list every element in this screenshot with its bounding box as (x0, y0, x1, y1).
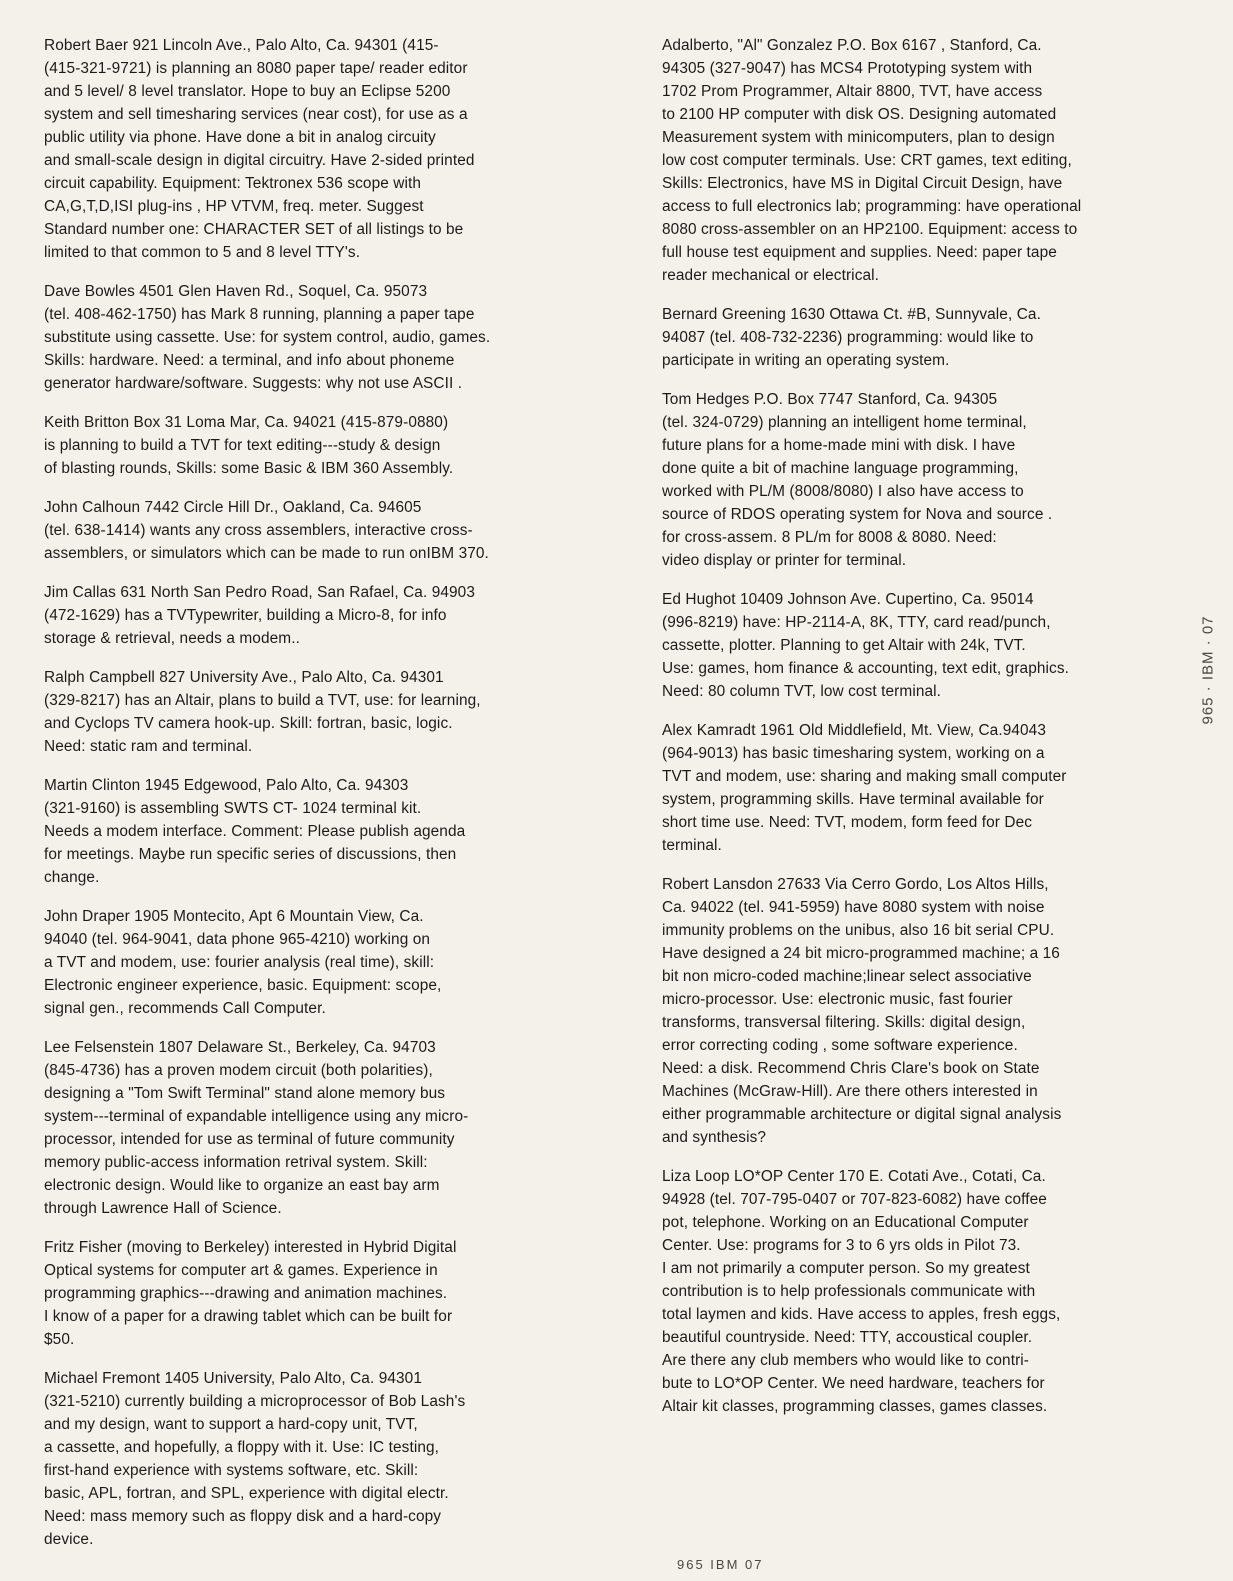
text-line: low cost computer terminals. Use: CRT games, text editing, (662, 152, 1072, 169)
text-line: Dave Bowles 4501 Glen Haven Rd., Soquel, Ca. 95073 (44, 283, 428, 300)
member-entry (44, 280, 614, 395)
text-line: either programmable architecture or digital signal analysis (662, 1106, 1062, 1123)
member-entry-text (662, 1165, 1202, 1418)
side-page-code (1178, 600, 1233, 740)
member-entry-text (44, 905, 614, 1020)
text-line: Ralph Campbell 827 University Ave., Palo Alto, Ca. 94301 (44, 669, 444, 686)
text-line: Need: a disk. Recommend Chris Clare's book on State (662, 1060, 1040, 1077)
text-line: Have designed a 24 bit micro-programmed machine; a 16 (662, 945, 1060, 962)
text-line: device. (44, 1531, 94, 1548)
text-line: Tom Hedges P.O. Box 7747 Stanford, Ca. 94305 (662, 391, 998, 408)
text-line: of blasting rounds, Skills: some Basic & IBM 360 Assembly. (44, 460, 454, 477)
member-entry-text (44, 496, 614, 565)
text-line: Skills: hardware. Need: a terminal, and info about phoneme (44, 352, 455, 369)
member-entry-text (44, 1036, 614, 1220)
member-entry (662, 873, 1202, 1149)
text-line: Measurement system with minicomputers, plan to design (662, 129, 1055, 146)
member-entry (662, 588, 1202, 703)
text-line: Ca. 94022 (tel. 941-5959) have 8080 system with noise (662, 899, 1045, 916)
text-line: a TVT and modem, use: fourier analysis (real time), skill: (44, 954, 435, 971)
text-line: Needs a modem interface. Comment: Please publish agenda (44, 823, 466, 840)
text-line: substitute using cassette. Use: for system control, audio, games. (44, 329, 491, 346)
text-line: (472-1629) has a TVTypewriter, building a Micro-8, for info (44, 607, 447, 624)
text-line: I am not primarily a computer person. So my greatest (662, 1260, 1030, 1277)
text-line: Martin Clinton 1945 Edgewood, Palo Alto, Ca. 94303 (44, 777, 409, 794)
text-line: Adalberto, "Al" Gonzalez P.O. Box 6167 , Stanford, Ca. (662, 37, 1042, 54)
text-line: circuit capability. Equipment: Tektronex 536 scope with (44, 175, 422, 192)
text-line: Skills: Electronics, have MS in Digital Circuit Design, have (662, 175, 1063, 192)
text-line: bute to LO*OP Center. We need hardware, teachers for (662, 1375, 1045, 1392)
text-line: Altair kit classes, programming classes, games classes. (662, 1398, 1048, 1415)
member-entry-text (44, 411, 614, 480)
text-line: and small-scale design in digital circuitry. Have 2-sided printed (44, 152, 475, 169)
text-line: cassette, plotter. Planning to get Altair with 24k, TVT. (662, 637, 1026, 654)
text-line: electronic design. Would like to organize an east bay arm (44, 1177, 440, 1194)
member-entry (44, 581, 614, 650)
member-entry (44, 774, 614, 889)
text-line: Bernard Greening 1630 Ottawa Ct. #B, Sunnyvale, Ca. (662, 306, 1041, 323)
text-line: access to full electronics lab; programming: have operational (662, 198, 1082, 215)
text-line: transforms, transversal filtering. Skills: digital design, (662, 1014, 1026, 1031)
text-line: beautiful countryside. Need: TTY, accoustical coupler. (662, 1329, 1033, 1346)
text-line: bit non micro-coded machine;linear select associative (662, 968, 1032, 985)
side-page-code-text: 965 · IBM · 07 (1199, 615, 1217, 725)
member-entry (662, 34, 1202, 287)
text-line: designing a "Tom Swift Terminal" stand alone memory bus (44, 1085, 446, 1102)
text-line: TVT and modem, use: sharing and making small computer (662, 768, 1067, 785)
text-line: Keith Britton Box 31 Loma Mar, Ca. 94021 (415-879-0880) (44, 414, 449, 431)
text-line: $50. (44, 1331, 75, 1348)
text-line: (tel. 324-0729) planning an intelligent home terminal, (662, 414, 1027, 431)
text-line: (321-5210) currently building a microprocessor of Bob Lash's (44, 1393, 466, 1410)
text-line: for meetings. Maybe run specific series of discussions, then (44, 846, 457, 863)
left-column (44, 34, 614, 1567)
text-line: basic, APL, fortran, and SPL, experience with digital electr. (44, 1485, 449, 1502)
text-line: worked with PL/M (8008/8080) I also have access to (662, 483, 1024, 500)
member-entry (662, 388, 1202, 572)
text-line: I know of a paper for a drawing tablet which can be built for (44, 1308, 453, 1325)
text-line: signal gen., recommends Call Computer. (44, 1000, 326, 1017)
text-line: John Calhoun 7442 Circle Hill Dr., Oakland, Ca. 94605 (44, 499, 422, 516)
text-line: Alex Kamradt 1961 Old Middlefield, Mt. View, Ca.94043 (662, 722, 1047, 739)
text-line: is planning to build a TVT for text editing---study & design (44, 437, 441, 454)
text-line: (845-4736) has a proven modem circuit (both polarities), (44, 1062, 433, 1079)
text-line: done quite a bit of machine language programming, (662, 460, 1019, 477)
text-line: Need: mass memory such as floppy disk and a hard-copy (44, 1508, 442, 1525)
text-line: 94087 (tel. 408-732-2236) programming: would like to (662, 329, 1034, 346)
text-line: John Draper 1905 Montecito, Apt 6 Mountain View, Ca. (44, 908, 424, 925)
text-line: storage & retrieval, needs a modem.. (44, 630, 300, 647)
text-line: memory public-access information retrival system. Skill: (44, 1154, 428, 1171)
text-line: source of RDOS operating system for Nova and source . (662, 506, 1053, 523)
member-entry (662, 1165, 1202, 1418)
member-entry-text (662, 588, 1202, 703)
text-line: Ed Hughot 10409 Johnson Ave. Cupertino, Ca. 95014 (662, 591, 1034, 608)
member-entry-text (44, 280, 614, 395)
text-line: system, programming skills. Have terminal available for (662, 791, 1044, 808)
text-line: reader mechanical or electrical. (662, 267, 880, 284)
text-line: Electronic engineer experience, basic. Equipment: scope, (44, 977, 442, 994)
member-entry-text (44, 34, 614, 264)
text-line: (tel. 408-462-1750) has Mark 8 running, planning a paper tape (44, 306, 475, 323)
member-entry (44, 1236, 614, 1351)
text-line: Need: static ram and terminal. (44, 738, 253, 755)
member-entry (44, 496, 614, 565)
text-line: limited to that common to 5 and 8 level TTY's. (44, 244, 361, 261)
text-line: generator hardware/software. Suggests: why not use ASCII . (44, 375, 463, 392)
text-line: and synthesis? (662, 1129, 767, 1146)
member-entry-text (662, 388, 1202, 572)
member-entry (44, 666, 614, 758)
member-entry-text (44, 581, 614, 650)
text-line: (996-8219) have: HP-2114-A, 8K, TTY, card read/punch, (662, 614, 1051, 631)
text-line: and 5 level/ 8 level translator. Hope to buy an Eclipse 5200 (44, 83, 451, 100)
member-entry (44, 411, 614, 480)
text-line: programming graphics---drawing and animation machines. (44, 1285, 448, 1302)
text-line: short time use. Need: TVT, modem, form feed for Dec (662, 814, 1033, 831)
text-line: (964-9013) has basic timesharing system, working on a (662, 745, 1045, 762)
text-line: Michael Fremont 1405 University, Palo Alto, Ca. 94301 (44, 1370, 422, 1387)
text-line: 94040 (tel. 964-9041, data phone 965-4210) working on (44, 931, 431, 948)
text-line: (tel. 638-1414) wants any cross assemblers, interactive cross- (44, 522, 473, 539)
text-line: for cross-assem. 8 PL/m for 8008 & 8080. Need: (662, 529, 997, 546)
member-entry-text (44, 666, 614, 758)
text-line: error correcting coding , some software experience. (662, 1037, 1018, 1054)
right-column (662, 34, 1202, 1434)
text-line: system and sell timesharing services (near cost), for use as a (44, 106, 468, 123)
text-line: and Cyclops TV camera hook-up. Skill: fortran, basic, logic. (44, 715, 453, 732)
text-line: 1702 Prom Programmer, Altair 8800, TVT, have access (662, 83, 1043, 100)
text-line: (329-8217) has an Altair, plans to build a TVT, use: for learning, (44, 692, 481, 709)
text-line: public utility via phone. Have done a bit in analog circuity (44, 129, 436, 146)
text-line: pot, telephone. Working on an Educational Computer (662, 1214, 1029, 1231)
text-line: through Lawrence Hall of Science. (44, 1200, 282, 1217)
text-line: Use: games, hom finance & accounting, text edit, graphics. (662, 660, 1070, 677)
text-line: processor, intended for use as terminal of future community (44, 1131, 455, 1148)
text-line: change. (44, 869, 100, 886)
text-line: terminal. (662, 837, 722, 854)
text-line: a cassette, and hopefully, a floppy with it. Use: IC testing, (44, 1439, 440, 1456)
member-entry (662, 719, 1202, 857)
text-line: Are there any club members who would like to contri- (662, 1352, 1030, 1369)
text-line: Center. Use: programs for 3 to 6 yrs olds in Pilot 73. (662, 1237, 1021, 1254)
text-line: full house test equipment and supplies. Need: paper tape (662, 244, 1057, 261)
bottom-page-code: 965 IBM 07 (677, 1557, 764, 1572)
member-entry-text (44, 1367, 614, 1551)
text-line: video display or printer for terminal. (662, 552, 907, 569)
text-line: 8080 cross-assembler on an HP2100. Equipment: access to (662, 221, 1078, 238)
text-line: Jim Callas 631 North San Pedro Road, San Rafael, Ca. 94903 (44, 584, 475, 601)
member-entry-text (44, 774, 614, 889)
text-line: 94305 (327-9047) has MCS4 Prototyping system with (662, 60, 1033, 77)
text-line: participate in writing an operating system. (662, 352, 950, 369)
member-entry (44, 1367, 614, 1551)
text-line: Optical systems for computer art & games. Experience in (44, 1262, 438, 1279)
text-line: Machines (McGraw-Hill). Are there others interested in (662, 1083, 1038, 1100)
text-line: assemblers, or simulators which can be made to run onIBM 370. (44, 545, 489, 562)
text-line: system---terminal of expandable intelligence using any micro- (44, 1108, 469, 1125)
text-line: to 2100 HP computer with disk OS. Designing automated (662, 106, 1057, 123)
text-line: future plans for a home-made mini with disk. I have (662, 437, 1016, 454)
text-line: total laymen and kids. Have access to apples, fresh eggs, (662, 1306, 1061, 1323)
text-line: (321-9160) is assembling SWTS CT- 1024 terminal kit. (44, 800, 422, 817)
text-line: immunity problems on the unibus, also 16 bit serial CPU. (662, 922, 1055, 939)
text-line: first-hand experience with systems software, etc. Skill: (44, 1462, 419, 1479)
member-entry-text (662, 34, 1202, 287)
text-line: Robert Lansdon 27633 Via Cerro Gordo, Los Altos Hills, (662, 876, 1049, 893)
text-line: Liza Loop LO*OP Center 170 E. Cotati Ave., Cotati, Ca. (662, 1168, 1046, 1185)
member-entry (44, 1036, 614, 1220)
member-entry-text (662, 719, 1202, 857)
member-entry (662, 303, 1202, 372)
text-line: micro-processor. Use: electronic music, fast fourier (662, 991, 1013, 1008)
member-entry (44, 905, 614, 1020)
text-line: Need: 80 column TVT, low cost terminal. (662, 683, 942, 700)
text-line: Fritz Fisher (moving to Berkeley) interested in Hybrid Digital (44, 1239, 457, 1256)
member-entry-text (662, 303, 1202, 372)
text-line: contribution is to help professionals communicate with (662, 1283, 1036, 1300)
member-entry (44, 34, 614, 264)
member-entry-text (662, 873, 1202, 1149)
member-entry-text (44, 1236, 614, 1351)
text-line: and my design, want to support a hard-copy unit, TVT, (44, 1416, 418, 1433)
text-line: Lee Felsenstein 1807 Delaware St., Berkeley, Ca. 94703 (44, 1039, 436, 1056)
text-line: Standard number one: CHARACTER SET of all listings to be (44, 221, 464, 238)
text-line: (415-321-9721) is planning an 8080 paper tape/ reader editor (44, 60, 468, 77)
text-line: CA,G,T,D,ISI plug-ins , HP VTVM, freq. meter. Suggest (44, 198, 424, 215)
text-line: Robert Baer 921 Lincoln Ave., Palo Alto, Ca. 94301 (415- (44, 37, 439, 54)
text-line: 94928 (tel. 707-795-0407 or 707-823-6082) have coffee (662, 1191, 1047, 1208)
